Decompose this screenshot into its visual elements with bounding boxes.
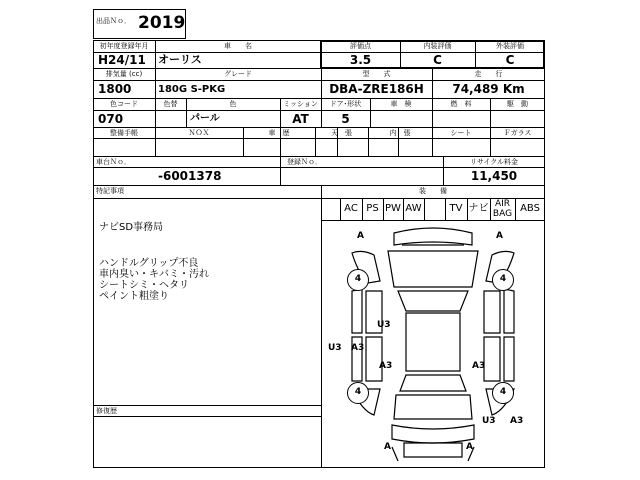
displacement: 1800 (98, 82, 132, 96)
color-change-label: 色替 (163, 100, 178, 108)
mark-rear-left: A (384, 442, 391, 452)
tire-rear-right: 4 (492, 382, 514, 404)
note-line-1: ナビSD事務局 (99, 222, 164, 233)
glass-label: Ｆガラス (503, 129, 532, 137)
mark-left-pillar: A3 (351, 343, 365, 353)
reg-date-label: 初年度登録年月 (99, 42, 149, 50)
tire-front-right: 4 (492, 269, 514, 291)
history-label: 車 歴 (268, 129, 290, 137)
registration-label: 登録Ｎｏ． (287, 158, 322, 166)
color-code: 070 (98, 112, 124, 126)
doors: 5 (341, 112, 350, 126)
notes-label: 特記事項 (96, 187, 124, 195)
grade: 180G S-PKG (158, 84, 226, 95)
manual-label: 整備手帳 (110, 129, 138, 137)
mark-left-side: U3 (328, 343, 342, 353)
note-line-3: 車内臭い・キバミ・汚れ (99, 269, 209, 280)
tire-front-left: 4 (347, 269, 369, 291)
equipment-label: 装 備 (419, 187, 447, 195)
equipment-abs: ABS (520, 203, 540, 214)
tire-rear-left: 4 (347, 382, 369, 404)
score: 3.5 (349, 53, 372, 67)
color-code-label: 色コード (110, 100, 138, 108)
equipment-navi: ナビ (468, 203, 489, 214)
recycle-fee: 11,450 (470, 169, 518, 183)
car-name: オーリス (158, 53, 202, 66)
chassis-number: -6001378 (158, 169, 222, 183)
model-label: 型 式 (362, 70, 391, 78)
chassis-label: 車台Ｎｏ． (96, 158, 131, 166)
note-line-2: ハンドルグリップ不良 (99, 258, 199, 269)
mileage: 74,489 Km (452, 82, 525, 96)
doors-label: ドア･形状 (329, 100, 362, 108)
exterior-label: 外装評価 (496, 42, 524, 50)
equipment-pw: PW (385, 203, 401, 214)
mark-roof: U3 (377, 320, 391, 330)
mark-rear-a3: A3 (510, 416, 524, 426)
equipment-ac: AC (344, 203, 358, 214)
equipment-aw: AW (405, 203, 422, 214)
seat-label: シート (450, 129, 472, 137)
exterior-score: C (505, 53, 515, 67)
mark-front-right: A (496, 231, 503, 241)
reg-date: H24/11 (98, 53, 146, 67)
interior-label: 内装評価 (423, 42, 452, 50)
note-line-5: ペイント粗塗り (99, 291, 169, 302)
lot-number: 2019 (138, 13, 186, 33)
mark-front-left: A (357, 231, 364, 241)
recycle-label: リサイクル料金 (469, 158, 519, 166)
interior-score: C (433, 53, 442, 67)
mark-rear-right: A (466, 442, 473, 452)
repair-history-label: 修復歴 (96, 407, 117, 415)
note-line-4: シートシミ・ヘタリ (99, 280, 189, 291)
grade-label: グレード (224, 70, 252, 78)
interior2-label: 内 張 (389, 129, 411, 137)
transmission: AT (292, 112, 309, 126)
sunroof-label: 天 張 (331, 129, 352, 137)
transmission-label: ミッション (283, 100, 318, 108)
displacement-label: 排気量 (cc) (105, 70, 143, 78)
equipment-ps: PS (366, 203, 379, 214)
score-label: 評価点 (350, 42, 371, 50)
car-name-label: 車 名 (224, 42, 252, 50)
vehicle-class-label: 車 検 (390, 100, 412, 108)
model: DBA-ZRE186H (329, 82, 424, 96)
drive-label: 駆 動 (507, 100, 528, 108)
nox-label: ＮＯＸ (188, 129, 210, 137)
mark-right-door: A3 (472, 361, 486, 371)
color: パール (190, 113, 220, 124)
equipment-tv: TV (449, 203, 463, 214)
color-label: 色 (229, 100, 237, 108)
mark-rear-u3: U3 (482, 416, 496, 426)
mark-left-door: A3 (379, 361, 393, 371)
fuel-label: 燃 料 (450, 100, 472, 108)
mileage-label: 走 行 (474, 70, 503, 78)
lot-number-label: 出品Ｎｏ． (96, 17, 131, 25)
equipment-airbag: AIR BAG (492, 199, 513, 219)
